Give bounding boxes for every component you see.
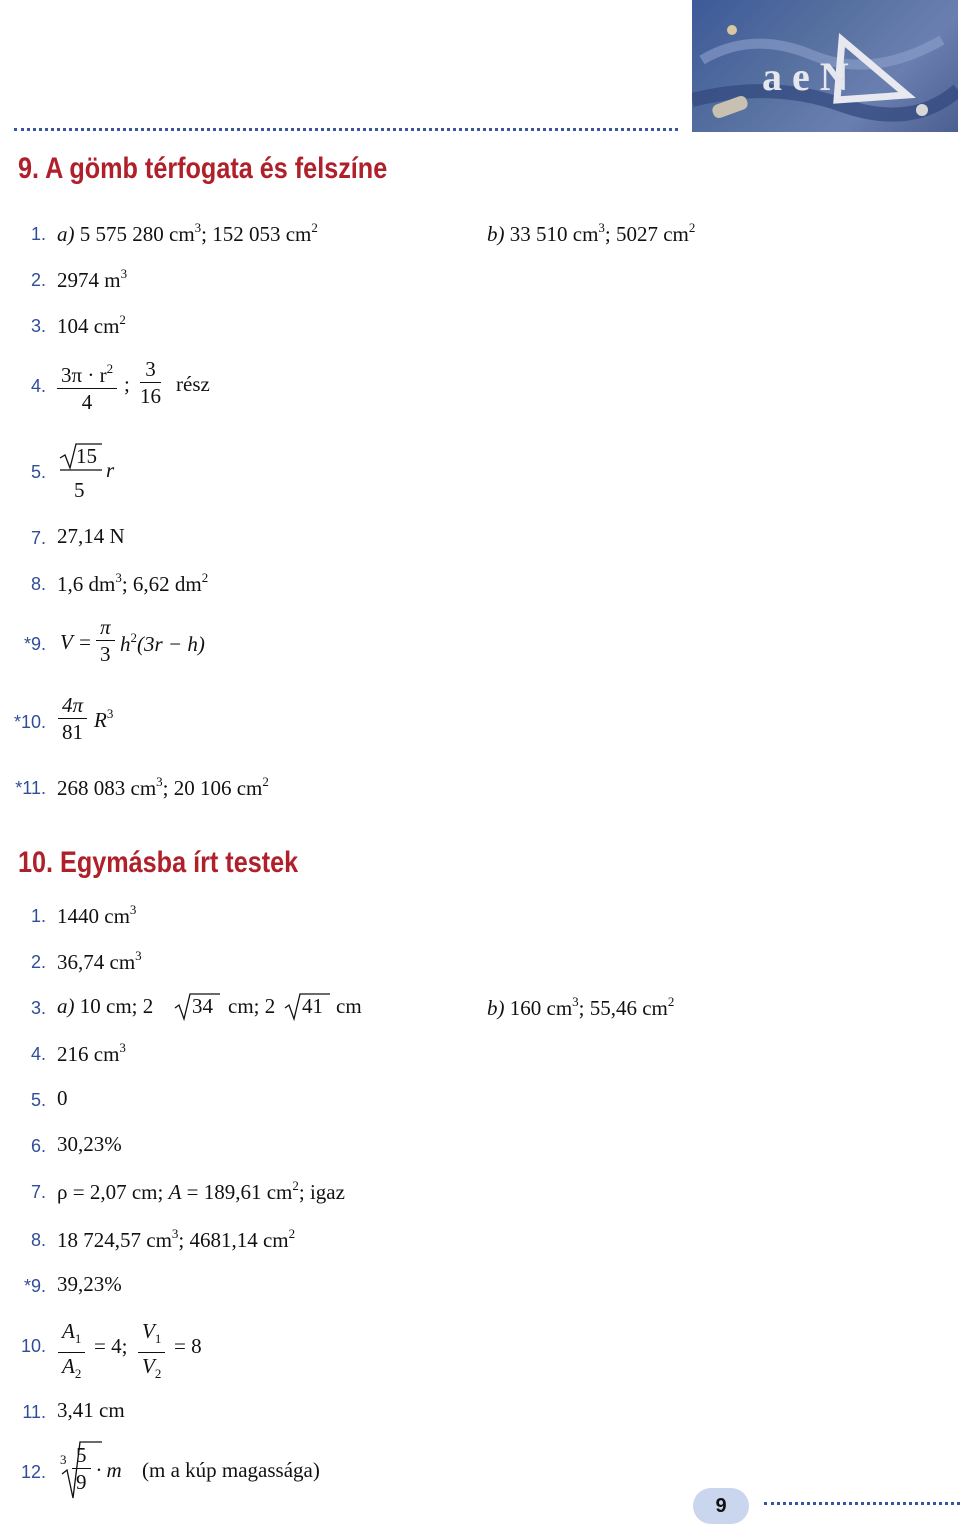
item-number: 1. — [30, 224, 46, 244]
item-number: 3. — [30, 998, 46, 1018]
sqrt-radicand: 41 — [302, 994, 323, 1018]
separator: ; — [124, 372, 130, 396]
answer-11: 268 083 $cm^3$; 20 106 $cm^2$ — [57, 774, 269, 800]
answer-10-6: 30,23% — [57, 1132, 122, 1156]
item-number: 2. — [30, 952, 46, 972]
root-index: 3 — [60, 1452, 67, 1467]
answer-7: 27,14 N — [57, 524, 125, 548]
formula-lhs: V = — [60, 630, 92, 654]
fraction: $\frac{3}{16}$ — [140, 357, 161, 408]
answer-10-9: 39,23% — [57, 1272, 122, 1296]
answer-10-4: 216 $cm^3$ — [57, 1040, 126, 1066]
formula-rhs: $h^2(3r - h)$ — [120, 630, 205, 656]
item-number: 8. — [30, 1230, 46, 1250]
answer-5-tail: r — [106, 458, 115, 482]
answer-4-tail: rész — [176, 372, 210, 396]
item-number: 6. — [30, 1136, 46, 1156]
logo-letters: a e N — [762, 54, 849, 99]
item-number: *9. — [23, 634, 46, 654]
answer-10-11: 3,41 cm — [57, 1398, 125, 1422]
item-number: 3. — [30, 316, 46, 336]
answer-text: = 8 — [174, 1334, 202, 1358]
fraction: $\frac{V_1}{V_2}$ — [138, 1318, 165, 1387]
item-number: 7. — [30, 1182, 46, 1202]
item-number: 4. — [30, 376, 46, 396]
answer-10-3b: b) 160 $cm^3$; 55,46 $cm^2$ — [487, 994, 675, 1020]
answer-text: · m — [96, 1458, 122, 1482]
answer-8: 1,6 $dm^3$; 6,62 $dm^2$ — [57, 570, 209, 596]
item-number: 11. — [22, 1402, 46, 1422]
sqrt-radicand: 15 — [76, 444, 97, 468]
answer-10-5: 0 — [57, 1086, 68, 1110]
item-number: *9. — [23, 1276, 46, 1296]
item-number: 2. — [30, 270, 46, 290]
item-number: *10. — [13, 712, 46, 732]
bottom-dotted-rule — [764, 1502, 960, 1505]
answer-note: (m a kúp magassága) — [142, 1458, 320, 1482]
logo-art — [692, 0, 958, 132]
answer-text: cm; 2 — [228, 994, 276, 1018]
item-number: 1. — [30, 906, 46, 926]
sqrt-radicand: 34 — [192, 994, 213, 1018]
answer-text: cm — [336, 994, 362, 1018]
answer-2: 2974 $m^3$ — [57, 266, 128, 292]
item-number: 5. — [30, 462, 46, 482]
item-number: *11. — [15, 778, 46, 798]
fraction: $\frac{3\pi \cdot r^2}{4}$ — [57, 356, 117, 415]
item-number: 8. — [30, 574, 46, 594]
item-number: 4. — [30, 1044, 46, 1064]
page-number: 9 — [693, 1488, 749, 1524]
fraction: $\frac{5}{9}$ — [72, 1442, 91, 1495]
answer-10-tail: $R^3$ — [94, 706, 114, 732]
answer-text: = 4; — [94, 1334, 128, 1358]
fraction: $\frac{4\pi}{81}$ — [58, 692, 87, 745]
answer-10-7: ρ = 2,07 cm; A = 189,61 $cm^2$; igaz — [57, 1178, 345, 1204]
answer-10-3a: a) 10 cm; 2 — [57, 994, 154, 1018]
answer-10-8: 18 724,57 $cm^3$; 4681,14 $cm^2$ — [57, 1226, 296, 1252]
answer-1b: b) 33 510 $cm^3$; 5027 $cm^2$ — [487, 220, 696, 246]
item-number: 7. — [30, 528, 46, 548]
answer-1a: a) 5 575 280 $cm^3$; 152 053 $cm^2$ — [57, 220, 318, 246]
logo-image — [692, 0, 958, 132]
denominator: 5 — [74, 478, 85, 502]
item-number: 12. — [20, 1462, 46, 1482]
answer-10-2: 36,74 $cm^3$ — [57, 948, 142, 974]
item-number: 10. — [20, 1336, 46, 1356]
section-10-title: 10. Egymásba írt testek — [18, 846, 299, 879]
section-9-title: 9. A gömb térfogata és felszíne — [18, 152, 388, 185]
top-dotted-rule — [14, 128, 678, 131]
item-number: 5. — [30, 1090, 46, 1110]
answer-10-1: 1440 $cm^3$ — [57, 902, 137, 928]
fraction: $\frac{A_1}{A_2}$ — [58, 1318, 85, 1387]
fraction: $\frac{\pi}{3}$ — [96, 614, 115, 667]
answer-3: 104 $cm^2$ — [57, 312, 126, 338]
